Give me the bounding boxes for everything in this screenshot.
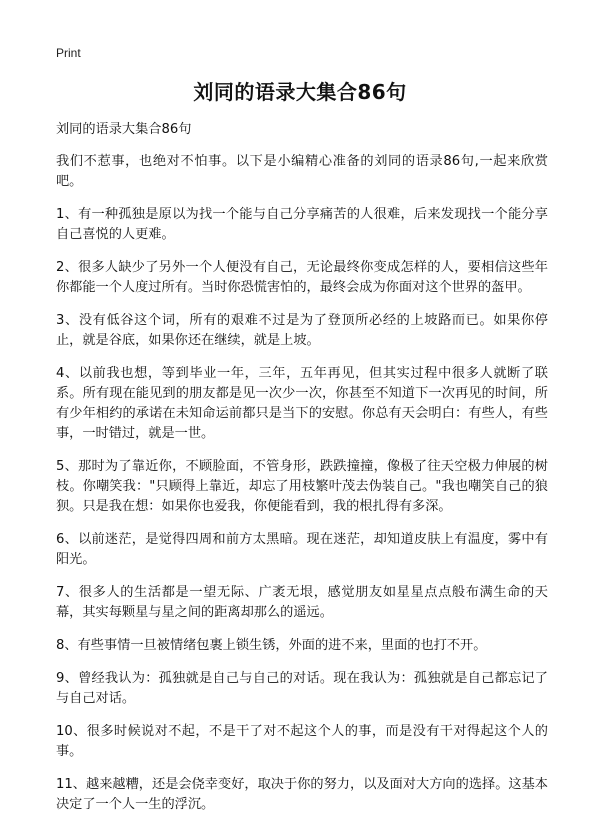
quote-item-5: 5、那时为了靠近你，不顾脸面，不管身形，跌跌撞撞，像极了往天空极力伸展的树枝。你嘲笑我："只顾得上靠近，却忘了用枝繁叶茂去伪装自己。"我也嘲笑自己的狼狈。只是我在想：如果你也爱我，你便能看到，我的根扎得有多深。 <box>56 459 548 514</box>
print-label[interactable]: Print <box>56 46 81 60</box>
page-title: 刘同的语录大集合86句 <box>193 80 407 104</box>
quote-item-7: 7、很多人的生活都是一望无际、广袤无垠，感觉朋友如星星点点般布满生命的天幕，其实每颗星与星之间的距离却那么的遥远。 <box>56 585 548 620</box>
article-body <box>56 120 548 828</box>
quote-item-10: 10、很多时候说对不起，不是干了对不起这个人的事，而是没有干对得起这个人的事。 <box>56 724 548 759</box>
quote-item-9: 9、曾经我认为：孤独就是自己与自己的对话。现在我认为：孤独就是自己都忘记了与自己对话。 <box>56 671 548 706</box>
article-subtitle: 刘同的语录大集合86句 <box>56 122 192 137</box>
quote-item-6: 6、以前迷茫，是觉得四周和前方太黑暗。现在迷茫，却知道皮肤上有温度，雾中有阳光。 <box>56 532 548 567</box>
quote-item-8: 8、有些事情一旦被情绪包裹上锁生锈，外面的进不来，里面的也打不开。 <box>56 638 487 653</box>
quote-item-11: 11、越来越糟，还是会侥幸变好，取决于你的努力，以及面对大方向的选择。这基本决定了一个人一生的浮沉。 <box>56 777 548 812</box>
quote-item-4: 4、以前我也想，等到毕业一年，三年，五年再见，但其实过程中很多人就断了联系。所有现在能见到的朋友都是见一次少一次，你甚至不知道下一次再见的时间，所有少年相约的承诺在未知命运前都只是当下的安慰。你总有天会明白：有些人，有些事，一时错过，就是一世。 <box>56 366 548 441</box>
quote-item-1: 1、有一种孤独是原以为找一个能与自己分享痛苦的人很难，后来发现找一个能分享自己喜悦的人更难。 <box>56 207 548 242</box>
quote-item-3: 3、没有低谷这个词，所有的艰难不过是为了登顶所必经的上坡路而已。如果你停止，就是谷底，如果你还在继续，就是上坡。 <box>56 313 548 348</box>
intro-paragraph: 我们不惹事，也绝对不怕事。以下是小编精心准备的刘同的语录86句,一起来欣赏吧。 <box>56 154 548 189</box>
quote-item-2: 2、很多人缺少了另外一个人便没有自己，无论最终你变成怎样的人，要相信这些年你都能一个人度过所有。当时你恐慌害怕的，最终会成为你面对这个世界的盔甲。 <box>56 260 548 295</box>
